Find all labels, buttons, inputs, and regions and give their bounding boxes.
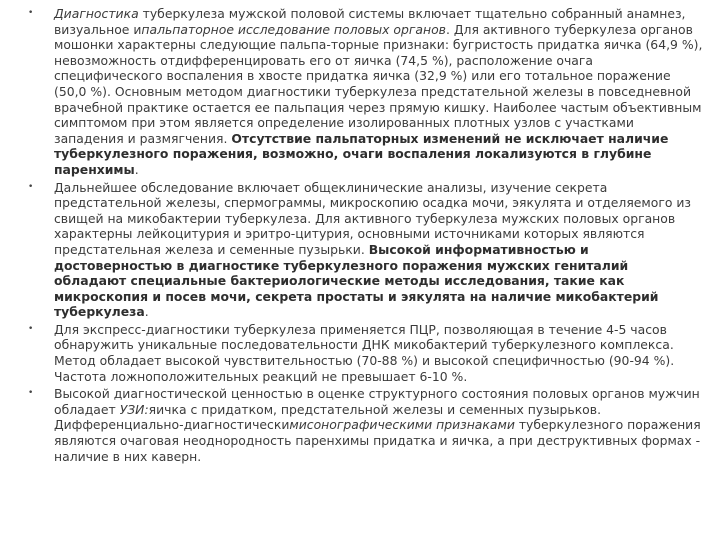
bullet-marker: •	[28, 323, 34, 334]
body-text: яичка с придатком, предстательной железы и семенных пузырьков. Дифференциально-диагностически	[54, 401, 602, 433]
italic-text: пальпаторное исследование половых органов	[141, 21, 446, 37]
body-text: .	[144, 304, 149, 320]
body-text: .	[134, 161, 139, 177]
body-text: туберкулезного поражения являются очаговая неоднородность паренхимы придатка и яичка, а при деструктивных формах - наличие в них каверн.	[54, 417, 701, 464]
body-text: . Для активного туберкулеза органов мошонки характерны следующие пальпа-торные признаки: бугристость придатка яичка (64,9 %), невозможность отдифференцировать его от яичка (74,5 %), расположение очага специфического воспаления в хвосте придатка яичка (32,9 %) или его тотальное поражение (50,0 %). Основным методом диагностики туберкулеза предстательной железы в повседневной врачебной практике остается ее пальпация через прямую кишку. Наиболее частым объективным симптомом при этом является определение изолированных плотных узлов с участками западения и размягчения.	[54, 21, 703, 146]
italic-text: Диагностика	[54, 6, 139, 21]
bullet-item	[28, 180, 704, 320]
bold-text: Высокой информативностью и достоверностью в диагностике туберкулезного поражения мужских гениталий обладают специальные бактериологические методы исследования, такие как микроскопия и посев мочи, секрета простаты и эякулята на наличие микобактерий туберкулеза	[54, 241, 659, 320]
body-text: Для экспресс-диагностики туберкулеза применяется ПЦР, позволяющая в течение 4-5 часов обнаружить уникальные последовательности ДНК микобактерий туберкулезного комплекса. Метод обладает высокой чувствительностью (70-88 %) и высокой специфичностью (90-94 %). Частота ложноположительных реакций не превышает 6-10 %.	[54, 321, 675, 384]
bullet-item	[28, 322, 704, 384]
body-text: Дальнейшее обследование включает общеклинические анализы, изучение секрета предстательной железы, спермограммы, микроскопию осадка мочи, эякулята и отделяемого из свищей на микобактерии туберкулеза. Для активного туберкулеза мужских половых органов характерны лейкоцитурия и эритро-цитурия, основными источниками которых являются предстательная железа и семенные пузырьки.	[54, 179, 691, 257]
italic-text: УЗИ:	[119, 401, 149, 417]
bullet-marker: •	[28, 388, 34, 399]
bullet-list	[28, 6, 704, 466]
bullet-marker: •	[28, 181, 34, 192]
body-text: Высокой диагностической ценностью в оценке структурного состояния половых органов мужчин обладает	[54, 386, 700, 417]
bullet-marker: •	[28, 8, 34, 18]
bullet-item	[28, 6, 704, 178]
bullet-item	[28, 386, 704, 464]
body-text: туберкулеза мужской половой системы включает тщательно собранный анамнез, визуальное и	[54, 6, 686, 37]
bold-text: Отсутствие пальпаторных изменений не исключает наличие туберкулезного поражения, возможно, очаги воспаления локализуются в глубине паренхимы	[54, 130, 669, 177]
italic-text: мисонографическими признаками	[289, 417, 515, 433]
